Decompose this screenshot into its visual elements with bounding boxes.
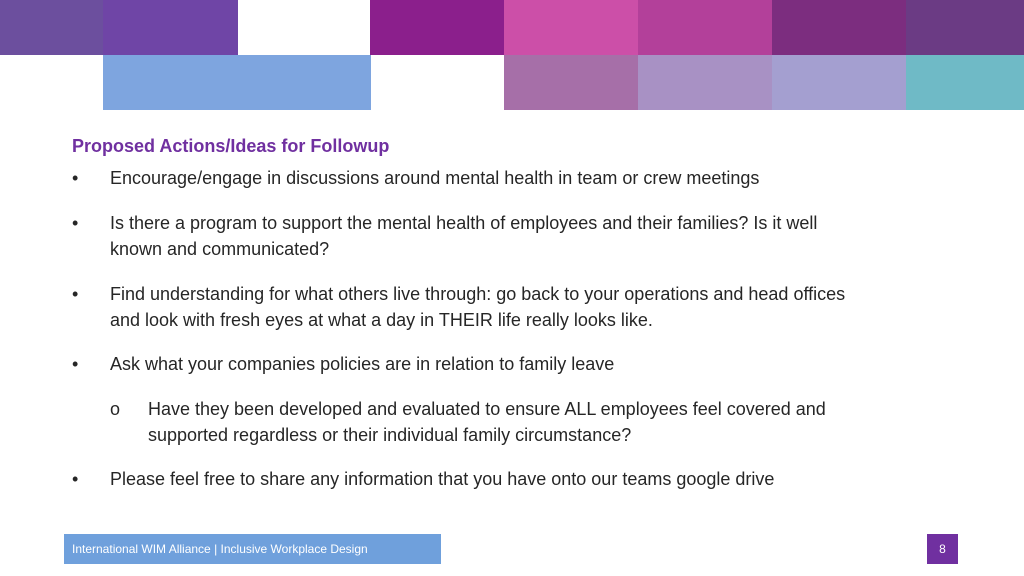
banner-tile-14 [638, 55, 772, 110]
banner-tile-11 [371, 55, 504, 110]
bullet-text: known and communicated? [110, 239, 330, 259]
bullet-text: Is there a program to support the mental health of employees and their families? Is it well [110, 213, 818, 233]
banner-tile-4 [370, 0, 504, 55]
banner-tile-8 [906, 0, 1024, 55]
bullet-marker: • [72, 213, 79, 233]
banner-tile-1 [0, 0, 103, 55]
banner-tile-15 [772, 55, 906, 110]
page-number: 8 [927, 534, 958, 564]
banner-tile-16 [906, 55, 1024, 110]
banner-tile-3 [238, 0, 370, 55]
footer-text: International WIM Alliance | Inclusive Workplace Design [72, 542, 368, 556]
sub-bullet-text: supported regardless or their individual family circumstance? [148, 425, 632, 445]
footer-bar [64, 534, 441, 564]
header-color-banner [0, 0, 1024, 110]
bullet-marker: • [72, 469, 79, 489]
bullet-marker: • [72, 168, 79, 188]
bullet-text: Ask what your companies policies are in relation to family leave [110, 354, 615, 374]
banner-tile-13 [504, 55, 638, 110]
banner-tile-7 [772, 0, 906, 55]
sub-bullet-text: Have they been developed and evaluated to ensure ALL employees feel covered and [148, 399, 826, 419]
bullet-text: Encourage/engage in discussions around mental health in team or crew meetings [110, 168, 760, 188]
banner-tile-6 [638, 0, 772, 55]
banner-tile-5 [504, 0, 638, 55]
sub-bullet-marker: o [110, 399, 121, 419]
bullet-text: Please feel free to share any information that you have onto our teams google drive [110, 469, 775, 489]
bullet-text: Find understanding for what others live through: go back to your operations and head offices [110, 284, 846, 304]
bullet-text: and look with fresh eyes at what a day in THEIR life really looks like. [110, 310, 653, 330]
bullet-marker: • [72, 284, 79, 304]
banner-tile-9 [0, 55, 103, 110]
slide-title: Proposed Actions/Ideas for Followup [72, 136, 390, 156]
banner-tile-2 [103, 0, 238, 55]
banner-tile-10 [103, 55, 371, 110]
bullet-marker: • [72, 354, 79, 374]
